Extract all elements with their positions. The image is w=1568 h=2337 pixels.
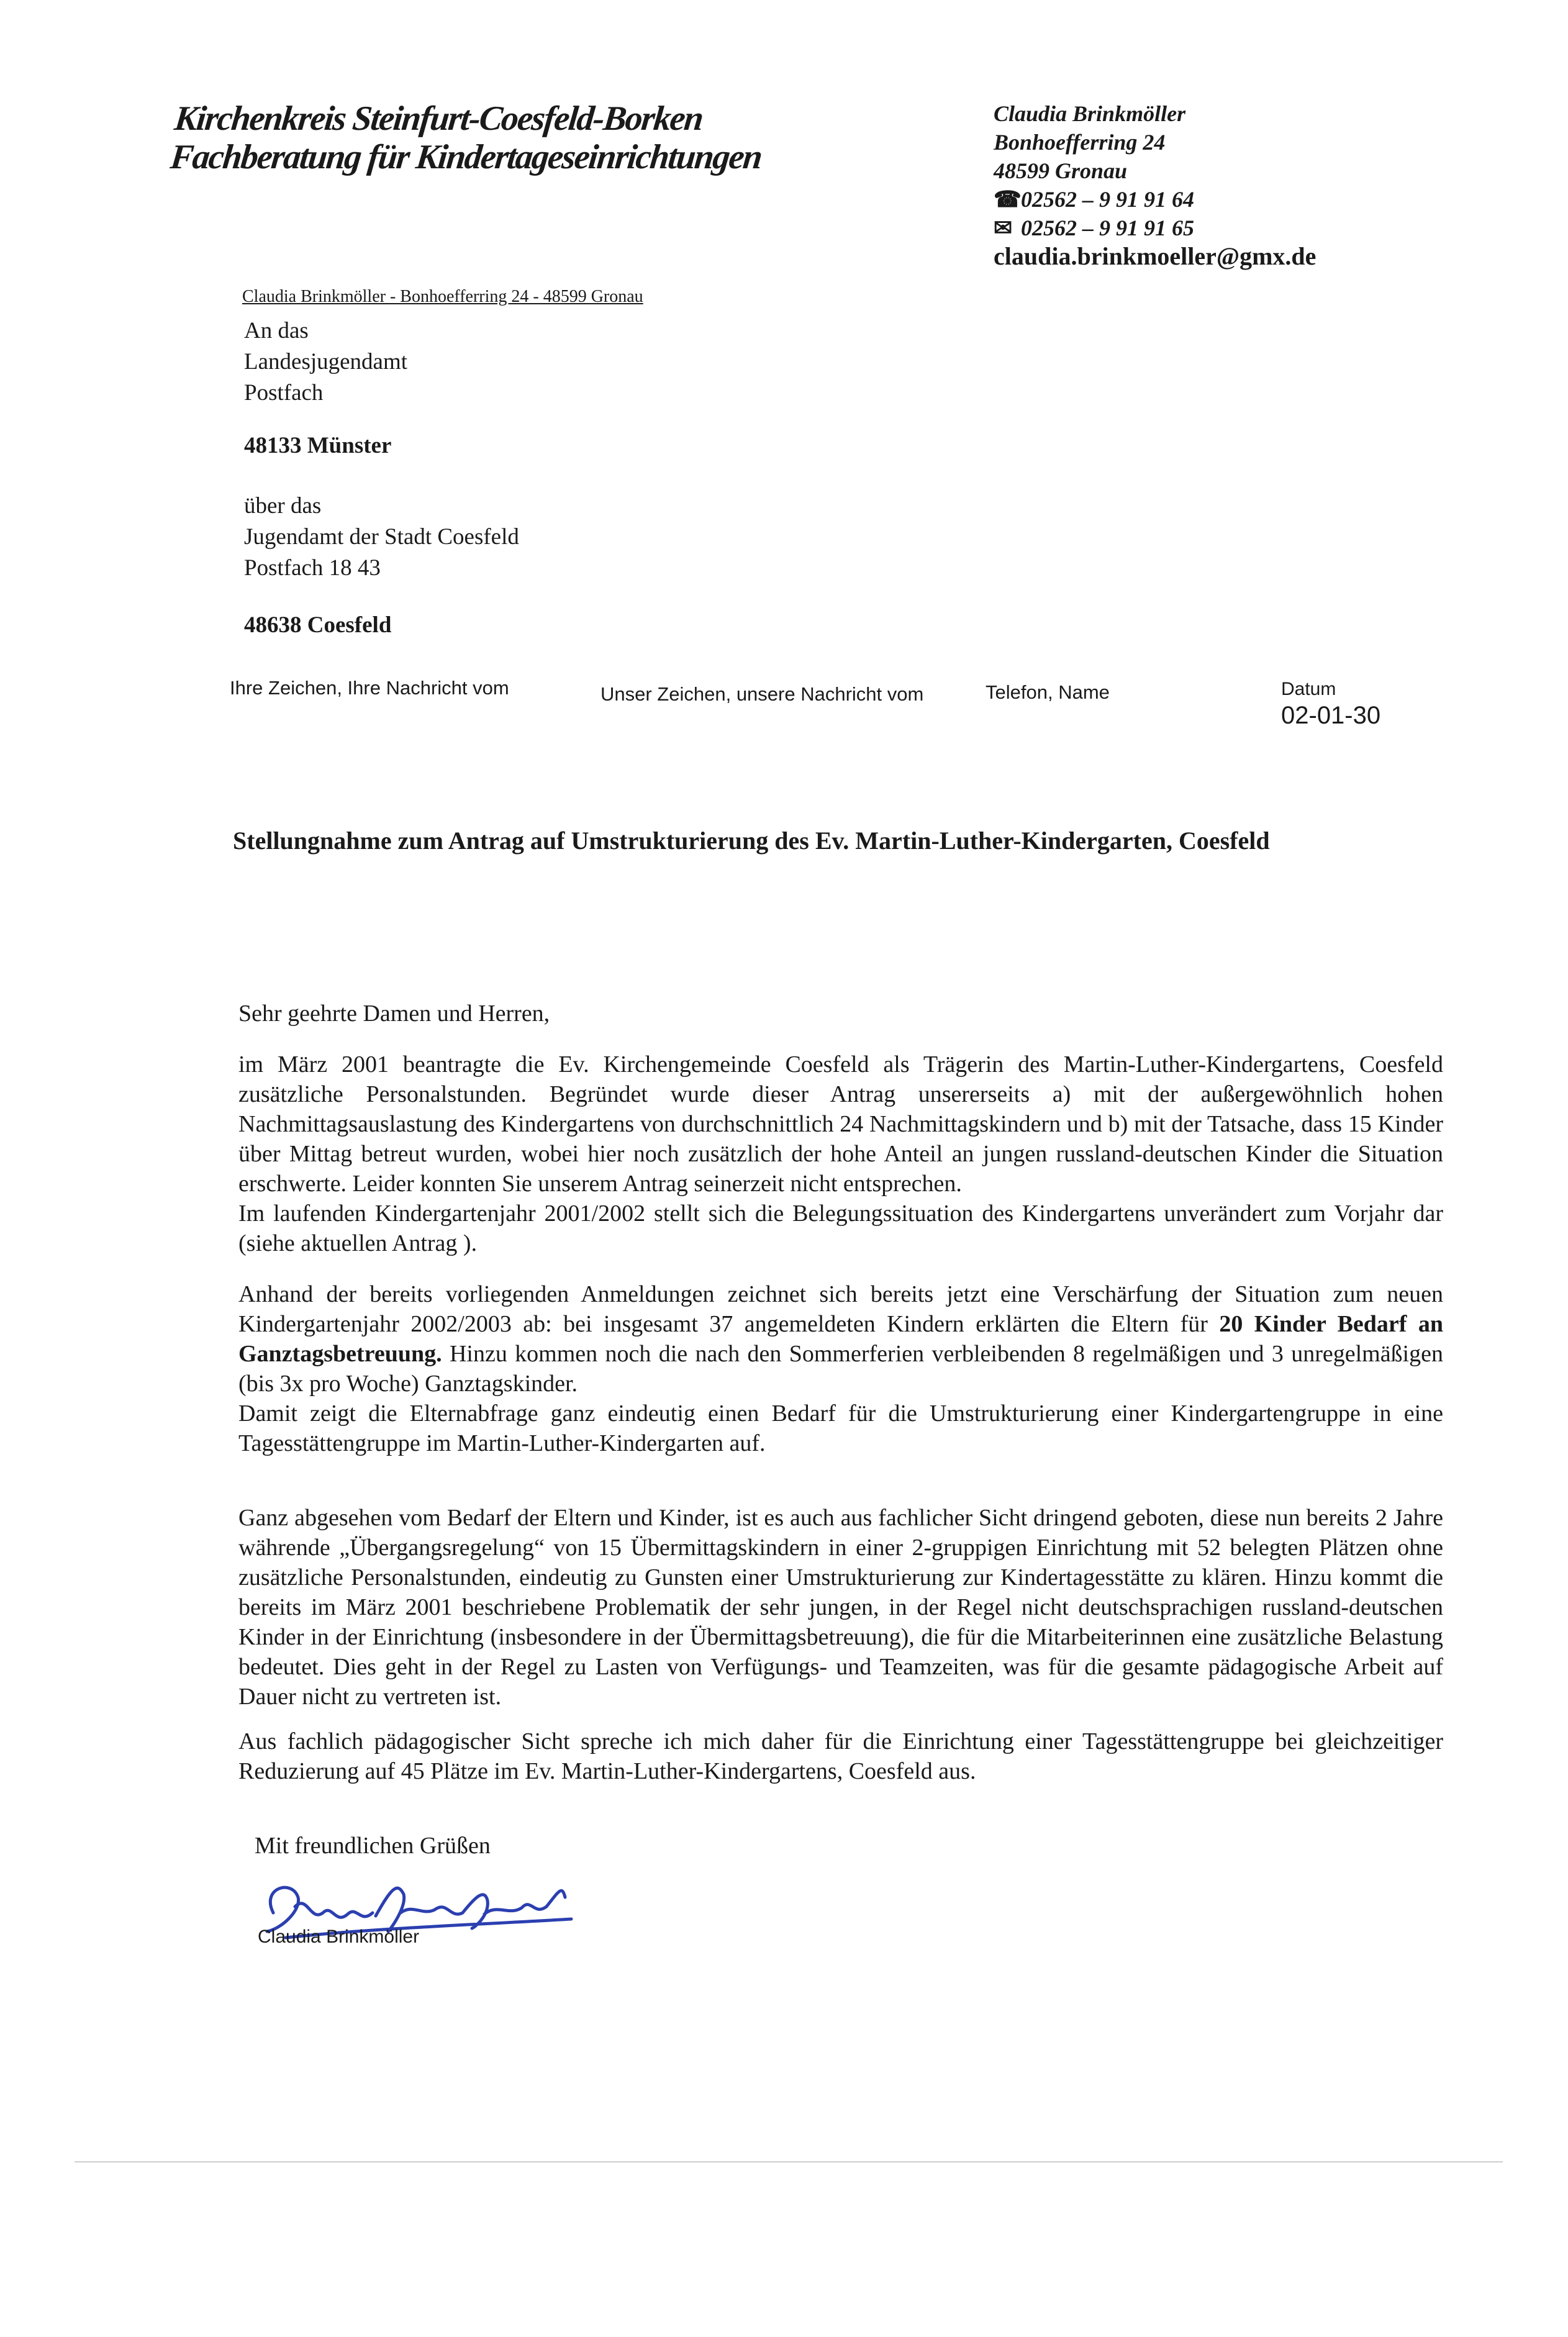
ref-date-label: Datum [1281,679,1336,699]
letter-subject: Stellungnahme zum Antrag auf Umstrukturierung des Ev. Martin-Luther-Kindergarten, Coesfeld [233,827,1270,855]
body-paragraph-3 [238,1503,1443,1712]
contact-city: 48599 Gronau [994,158,1128,183]
contact-block [994,99,1441,271]
ref-phone-name-label: Telefon, Name [986,681,1110,703]
contact-street: Bonhoefferring 24 [994,130,1166,155]
contact-name: Claudia Brinkmöller [994,101,1186,126]
via-line-1: über das [244,493,322,519]
paragraph-text-part: Hinzu kommen noch die nach den Sommerferien verbleibenden 8 regelmäßigen und 3 unregelmäßigen (bis 3x pro Woche) Ganztagskinder. [238,1341,1443,1397]
telephone-icon: ☎ [994,187,1022,212]
contact-phone-row [994,185,1441,214]
salutation: Sehr geehrte Damen und Herren, [238,1001,550,1027]
recipient-city: 48133 Münster [244,433,392,458]
emphasis-demand: 20 Kinder Bedarf an Ganztagsbetreuung. [238,1311,1443,1367]
via-city: 48638 Coesfeld [244,612,392,638]
contact-fax-row [994,214,1441,242]
paragraph-text: Aus fachlich pädagogischer Sicht spreche ich mich daher für die Einrichtung einer Tagesstättengruppe bei gleichzeitiger Reduzierung auf 45 Plätze im Ev. Martin-Luther-Kindergartens, Coesfeld aus. [238,1728,1443,1784]
body-paragraph-2 [238,1279,1443,1458]
body-paragraph-4 [238,1727,1443,1786]
sender-return-line: Claudia Brinkmöller - Bonhoefferring 24 - 48599 Gronau [242,287,643,306]
paragraph-text: Im laufenden Kindergartenjahr 2001/2002 stellt sich die Belegungssituation des Kindergartens unverändert zum Vorjahr dar (siehe aktuellen Antrag ). [238,1200,1443,1256]
org-department: Fachberatung für Kindertageseinrichtungen [168,138,764,176]
ref-your-label: Ihre Zeichen, Ihre Nachricht vom [230,677,509,699]
ref-our-label: Unser Zeichen, unsere Nachricht vom [600,683,924,705]
ref-date-value: 02-01-30 [1281,702,1381,729]
recipient-line-3: Postfach [244,380,324,406]
contact-phone: 02562 – 9 91 91 64 [1021,187,1194,212]
closing-phrase: Mit freundlichen Grüßen [255,1833,491,1859]
signature-name: Claudia Brinkmöller [258,1926,420,1947]
org-name: Kirchenkreis Steinfurt-Coesfeld-Borken [173,99,705,138]
letterhead-organization [168,99,890,176]
body-paragraph-1 [238,1050,1443,1258]
via-address [244,491,803,584]
contact-fax: 02562 – 9 91 91 65 [1021,216,1194,240]
paragraph-text [238,1279,1443,1399]
paragraph-text: im März 2001 beantragte die Ev. Kirchengemeinde Coesfeld als Trägerin des Martin-Luther-Kindergartens, Coesfeld zusätzliche Personalstunden. Begründet wurde dieser Antrag unsererseits a) mit der außergewöhnlich hohen Nachmittagsauslastung des Kindergartens von durchschnittlich 24 Nachmittagskindern und b) mit der Tatsache, dass 15 Kinder über Mittag betreut wurden, wobei hier noch zusätzlich der hohe Anteil an jungen russland-deutschen Kinder die Situation erschwerte. Leider konnten Sie unserem Antrag seinerzeit nicht entsprechen. [238,1051,1443,1197]
page-bottom-rule [75,2161,1503,2162]
contact-email: claudia.brinkmoeller@gmx.de [994,242,1316,270]
paragraph-text: Ganz abgesehen vom Bedarf der Eltern und Kinder, ist es auch aus fachlicher Sicht dringend geboten, diese nun bereits 2 Jahre währende „Übergangsregelung“ von 15 Übermittagskindern in einer 2-gruppigen Einrichtung mit 52 belegten Plätzen ohne zusätzliche Personalstunden, eindeutig zu Gunsten einer Umstrukturierung zur Kindertagesstätte zu klären. Hinzu kommt die bereits im März 2001 beschriebene Problematik der sehr jungen, in der Regel nicht deutschsprachigen russland-deutschen Kinder in der Einrichtung (insbesondere in der Übermittagsbetreuung), die für die Mitarbeiterinnen eine zusätzliche Belastung bedeutet. Dies geht in der Regel zu Lasten von Verfügungs- und Teamzeiten, was für die gesamte pädagogische Arbeit auf Dauer nicht zu vertreten ist. [238,1505,1443,1710]
recipient-line-2: Landesjugendamt [244,349,408,374]
paragraph-text-part: Anhand der bereits vorliegenden Anmeldungen zeichnet sich bereits jetzt eine Verschärfung der Situation zum neuen Kindergartenjahr 2002/2003 ab: bei insgesamt 37 angemeldeten Kindern erklärten die Eltern für [238,1281,1443,1337]
fax-envelope-icon: ✉ [994,216,1013,240]
via-line-3: Postfach 18 43 [244,555,381,581]
recipient-address [244,315,803,409]
recipient-line-1: An das [244,318,309,343]
paragraph-text: Damit zeigt die Elternabfrage ganz eindeutig einen Bedarf für die Umstrukturierung einer Kindergartengruppe in eine Tagesstättengruppe im Martin-Luther-Kindergarten auf. [238,1400,1443,1456]
via-line-2: Jugendamt der Stadt Coesfeld [244,524,519,550]
